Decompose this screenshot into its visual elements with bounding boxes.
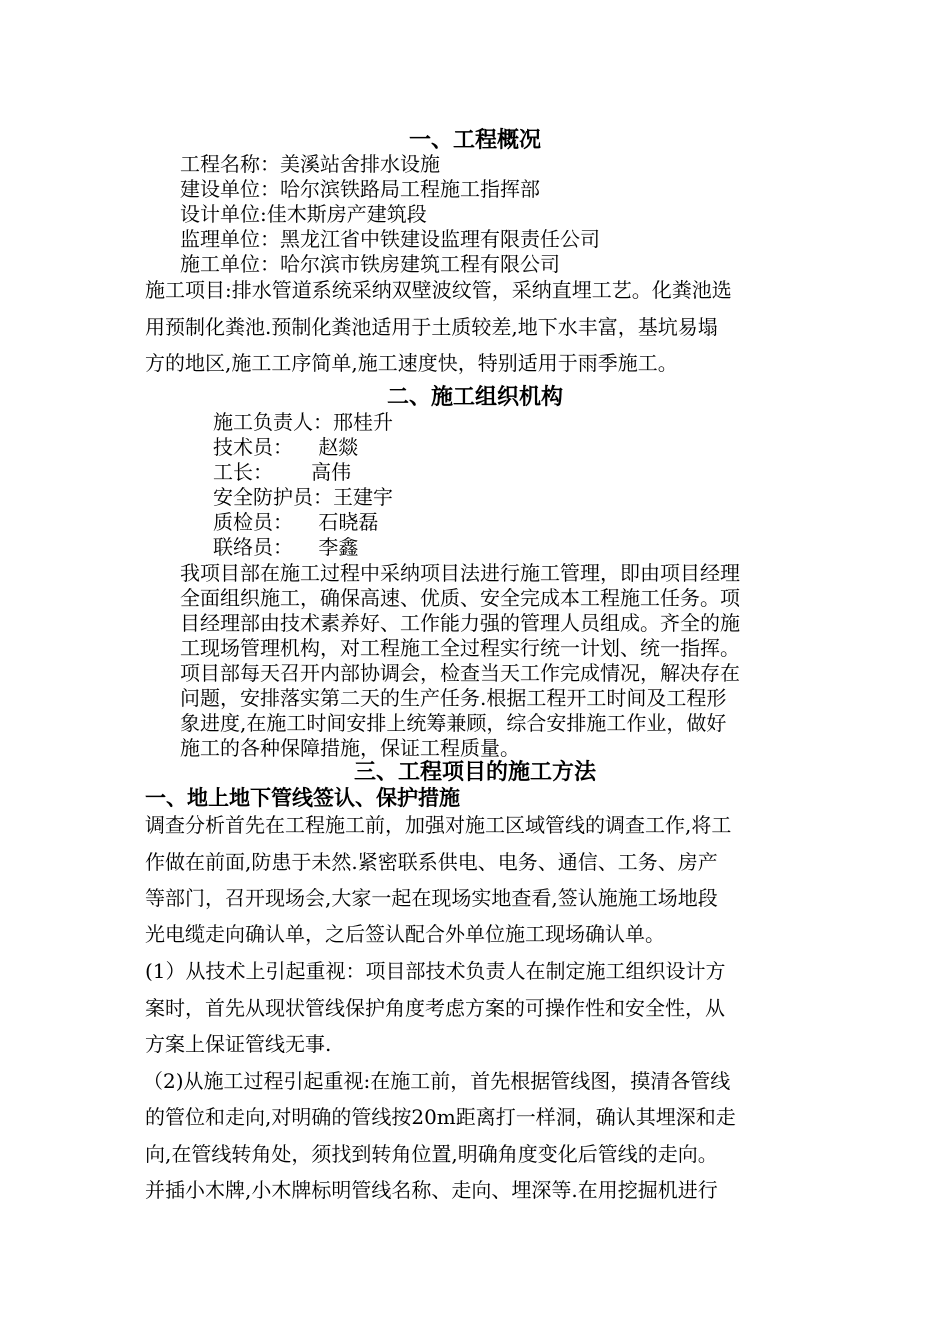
- org-paragraph-line: 目经理部由技术素养好、工作能力强的管理人员组成。齐全的施: [180, 611, 740, 635]
- info-project-name: 工程名称：美溪站舍排水设施: [180, 152, 440, 176]
- item1-line: 方案上保证管线无事.: [145, 1032, 332, 1056]
- info-designer: 设计单位:佳木斯房产建筑段: [180, 202, 427, 226]
- project-line: 用预制化粪池.预制化粪池适用于土质较差,地下水丰富，基坑易塌: [145, 315, 718, 339]
- item1-line: 案时，首先从现状管线保护角度考虑方案的可操作性和安全性，从: [145, 996, 725, 1020]
- staff-line: 联络员： 李鑫: [213, 535, 359, 559]
- staff-line: 施工负责人：邢桂升: [213, 410, 393, 434]
- project-line: 施工项目:排水管道系统采纳双壁波纹管，采纳直埋工艺。化粪池选: [145, 278, 732, 302]
- org-paragraph-line: 项目部每天召开内部协调会，检查当天工作完成情况，解决存在: [180, 661, 740, 685]
- staff-line: 质检员： 石晓磊: [213, 510, 379, 534]
- item2-line: 并插小木牌,小木牌标明管线名称、走向、埋深等.在用挖掘机进行: [145, 1178, 718, 1202]
- info-contractor: 施工单位：哈尔滨市铁房建筑工程有限公司: [180, 252, 560, 276]
- staff-line: 安全防护员：王建宇: [213, 485, 393, 509]
- staff-line: 工长： 高伟: [213, 460, 352, 484]
- project-line: 方的地区,施工工序简单,施工速度快，特别适用于雨季施工。: [145, 351, 678, 375]
- section1-title: 一、工程概况: [408, 128, 541, 153]
- info-owner: 建设单位：哈尔滨铁路局工程施工指挥部: [180, 177, 540, 201]
- org-paragraph-line: 我项目部在施工过程中采纳项目法进行施工管理，即由项目经理: [180, 561, 740, 585]
- intro-line: 光电缆走向确认单，之后签认配合外单位施工现场确认单。: [145, 922, 665, 946]
- section3-subtitle: 一、地上地下管线签认、保护措施: [145, 786, 460, 810]
- item1-line: (1）从技术上引起重视：项目部技术负责人在制定施工组织设计方: [145, 959, 726, 983]
- intro-line: 调查分析首先在工程施工前，加强对施工区域管线的调查工作,将工: [145, 813, 732, 837]
- section3-title: 三、工程项目的施工方法: [353, 760, 596, 785]
- staff-line: 技术员： 赵燚: [213, 435, 359, 459]
- intro-line: 等部门，召开现场会,大家一起在现场实地查看,签认施施工场地段: [145, 886, 718, 910]
- item2-line: （2)从施工过程引起重视:在施工前，首先根据管线图，摸清各管线: [143, 1069, 731, 1093]
- intro-line: 作做在前面,防患于未然.紧密联系供电、电务、通信、工务、房产: [145, 850, 718, 874]
- section2-title: 二、施工组织机构: [386, 385, 563, 410]
- info-supervisor: 监理单位：黑龙江省中铁建设监理有限责任公司: [180, 227, 600, 251]
- item2-line: 的管位和走向,对明确的管线按20m距离打一样洞，确认其埋深和走: [145, 1105, 736, 1129]
- org-paragraph-line: 施工的各种保障措施，保证工程质量。: [180, 736, 520, 760]
- org-paragraph-line: 象进度,在施工时间安排上统筹兼顾，综合安排施工作业，做好: [180, 711, 727, 735]
- org-paragraph-line: 工现场管理机构，对工程施工全过程实行统一计划、统一指挥。: [180, 636, 740, 660]
- org-paragraph-line: 问题，安排落实第二天的生产任务.根据工程开工时间及工程形: [180, 686, 727, 710]
- org-paragraph-line: 全面组织施工，确保高速、优质、安全完成本工程施工任务。项: [180, 586, 740, 610]
- item2-line: 向,在管线转角处，须找到转角位置,明确角度变化后管线的走向。: [145, 1142, 718, 1166]
